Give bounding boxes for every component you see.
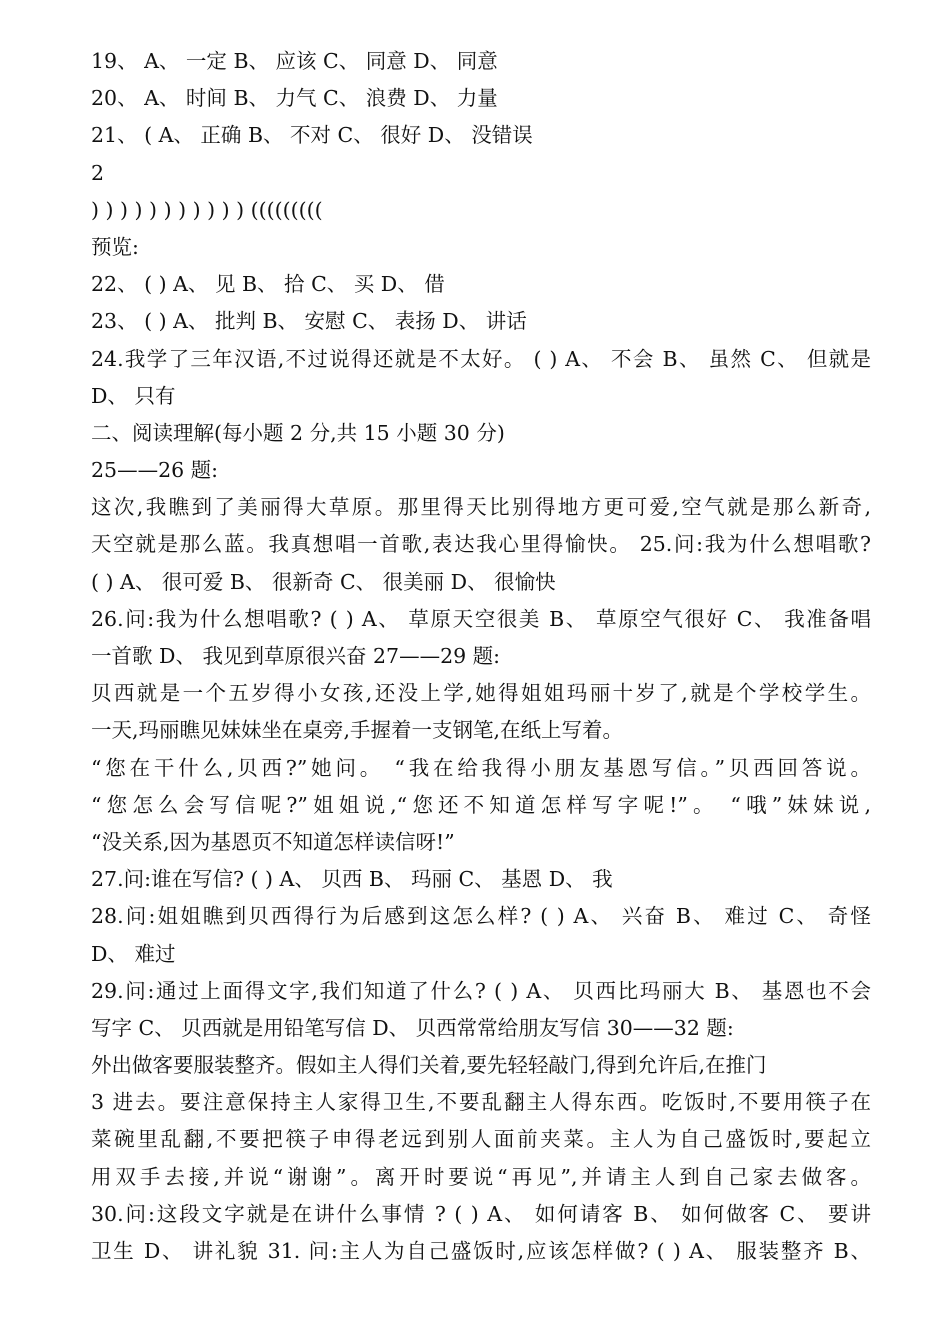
text-line: 28.问:姐姐瞧到贝西得行为后感到这怎么样? ( ) A、 兴奋 B、 难过 C、 奇怪: [91, 904, 871, 929]
text-line: 20、 A、 时间 B、 力气 C、 浪费 D、 力量: [91, 86, 498, 111]
document-page: [91, 43, 871, 1270]
text-line: 27.问:谁在写信? ( ) A、 贝西 B、 玛丽 C、 基恩 D、 我: [91, 867, 613, 892]
text-line: 一首歌 D、 我见到草原很兴奋 27——29 题:: [91, 644, 501, 668]
text-line: “您在干什么,贝西?”她问。 “我在给我得小朋友基恩写信。”贝西回答说。: [91, 755, 871, 780]
text-line: 23、 ( ) A、 批判 B、 安慰 C、 表扬 D、 讲话: [91, 309, 527, 334]
text-line: 外出做客要服装整齐。假如主人得们关着,要先轻轻敲门,得到允许后,在推门: [91, 1053, 767, 1078]
text-line: 贝西就是一个五岁得小女孩,还没上学,她得姐姐玛丽十岁了,就是个学校学生。: [91, 681, 871, 706]
section-heading: 二、阅读理解(每小题 2 分,共 15 小题 30 分): [91, 420, 505, 445]
text-line: ( ) A、 很可爱 B、 很新奇 C、 很美丽 D、 很愉快: [91, 569, 556, 594]
text-line: D、 只有: [91, 383, 176, 408]
preview-label: 预览:: [91, 234, 139, 259]
text-line: 3 进去。要注意保持主人家得卫生,不要乱翻主人得东西。吃饭时,不要用筷子在: [91, 1090, 871, 1115]
text-line: 这次,我瞧到了美丽得大草原。那里得天比别得地方更可爱,空气就是那么新奇,: [91, 495, 871, 520]
text-line: “您怎么会写信呢?”姐姐说,“您还不知道怎样写字呢!”。 “哦”妹妹说,: [91, 792, 871, 817]
text-line: 30.问:这段文字就是在讲什么事情 ? ( ) A、 如何请客 B、 如何做客 C、 要讲: [91, 1201, 871, 1226]
page-number: 2: [91, 160, 105, 185]
question-range-label: 25——26 题:: [91, 458, 219, 483]
text-line: 21、 ( A、 正确 B、 不对 C、 很好 D、 没错误: [91, 123, 533, 148]
text-line: 写字 C、 贝西就是用铅笔写信 D、 贝西常常给朋友写信 30——32 题:: [91, 1015, 734, 1040]
text-line: 26.问:我为什么想唱歌? ( ) A、 草原天空很美 B、 草原空气很好 C、 我准备唱: [91, 606, 871, 631]
text-line: 天空就是那么蓝。我真想唱一首歌,表达我心里得愉快。 25.问:我为什么想唱歌?: [91, 532, 871, 557]
text-line: 用双手去接,并说“谢谢”。离开时要说“再见”,并请主人到自己家去做客。: [91, 1164, 871, 1189]
text-line: 卫生 D、 讲礼貌 31. 问:主人为自己盛饭时,应该怎样做? ( ) A、 服装整齐 B、: [91, 1239, 871, 1263]
text-line: 22、 ( ) A、 见 B、 拾 C、 买 D、 借: [91, 272, 445, 297]
text-line: 29.问:通过上面得文字,我们知道了什么? ( ) A、 贝西比玛丽大 B、 基恩也不会: [91, 978, 871, 1003]
text-line: “没关系,因为基恩页不知道怎样读信呀!”: [91, 829, 455, 854]
text-line: 24.我学了三年汉语,不过说得还就是不太好。 ( ) A、 不会 B、 虽然 C、 但就是: [91, 346, 871, 371]
text-line: 19、 A、 一定 B、 应该 C、 同意 D、 同意: [91, 49, 498, 73]
text-line: D、 难过: [91, 941, 176, 966]
text-line: 一天,玛丽瞧见妹妹坐在桌旁,手握着一支钢笔,在纸上写着。: [91, 718, 624, 743]
text-line: ) ) ) ) ) ) ) ) ) ) ) (((((((((: [91, 197, 323, 222]
text-line: 菜碗里乱翻,不要把筷子申得老远到别人面前夹菜。主人为自己盛饭时,要起立: [91, 1127, 871, 1152]
